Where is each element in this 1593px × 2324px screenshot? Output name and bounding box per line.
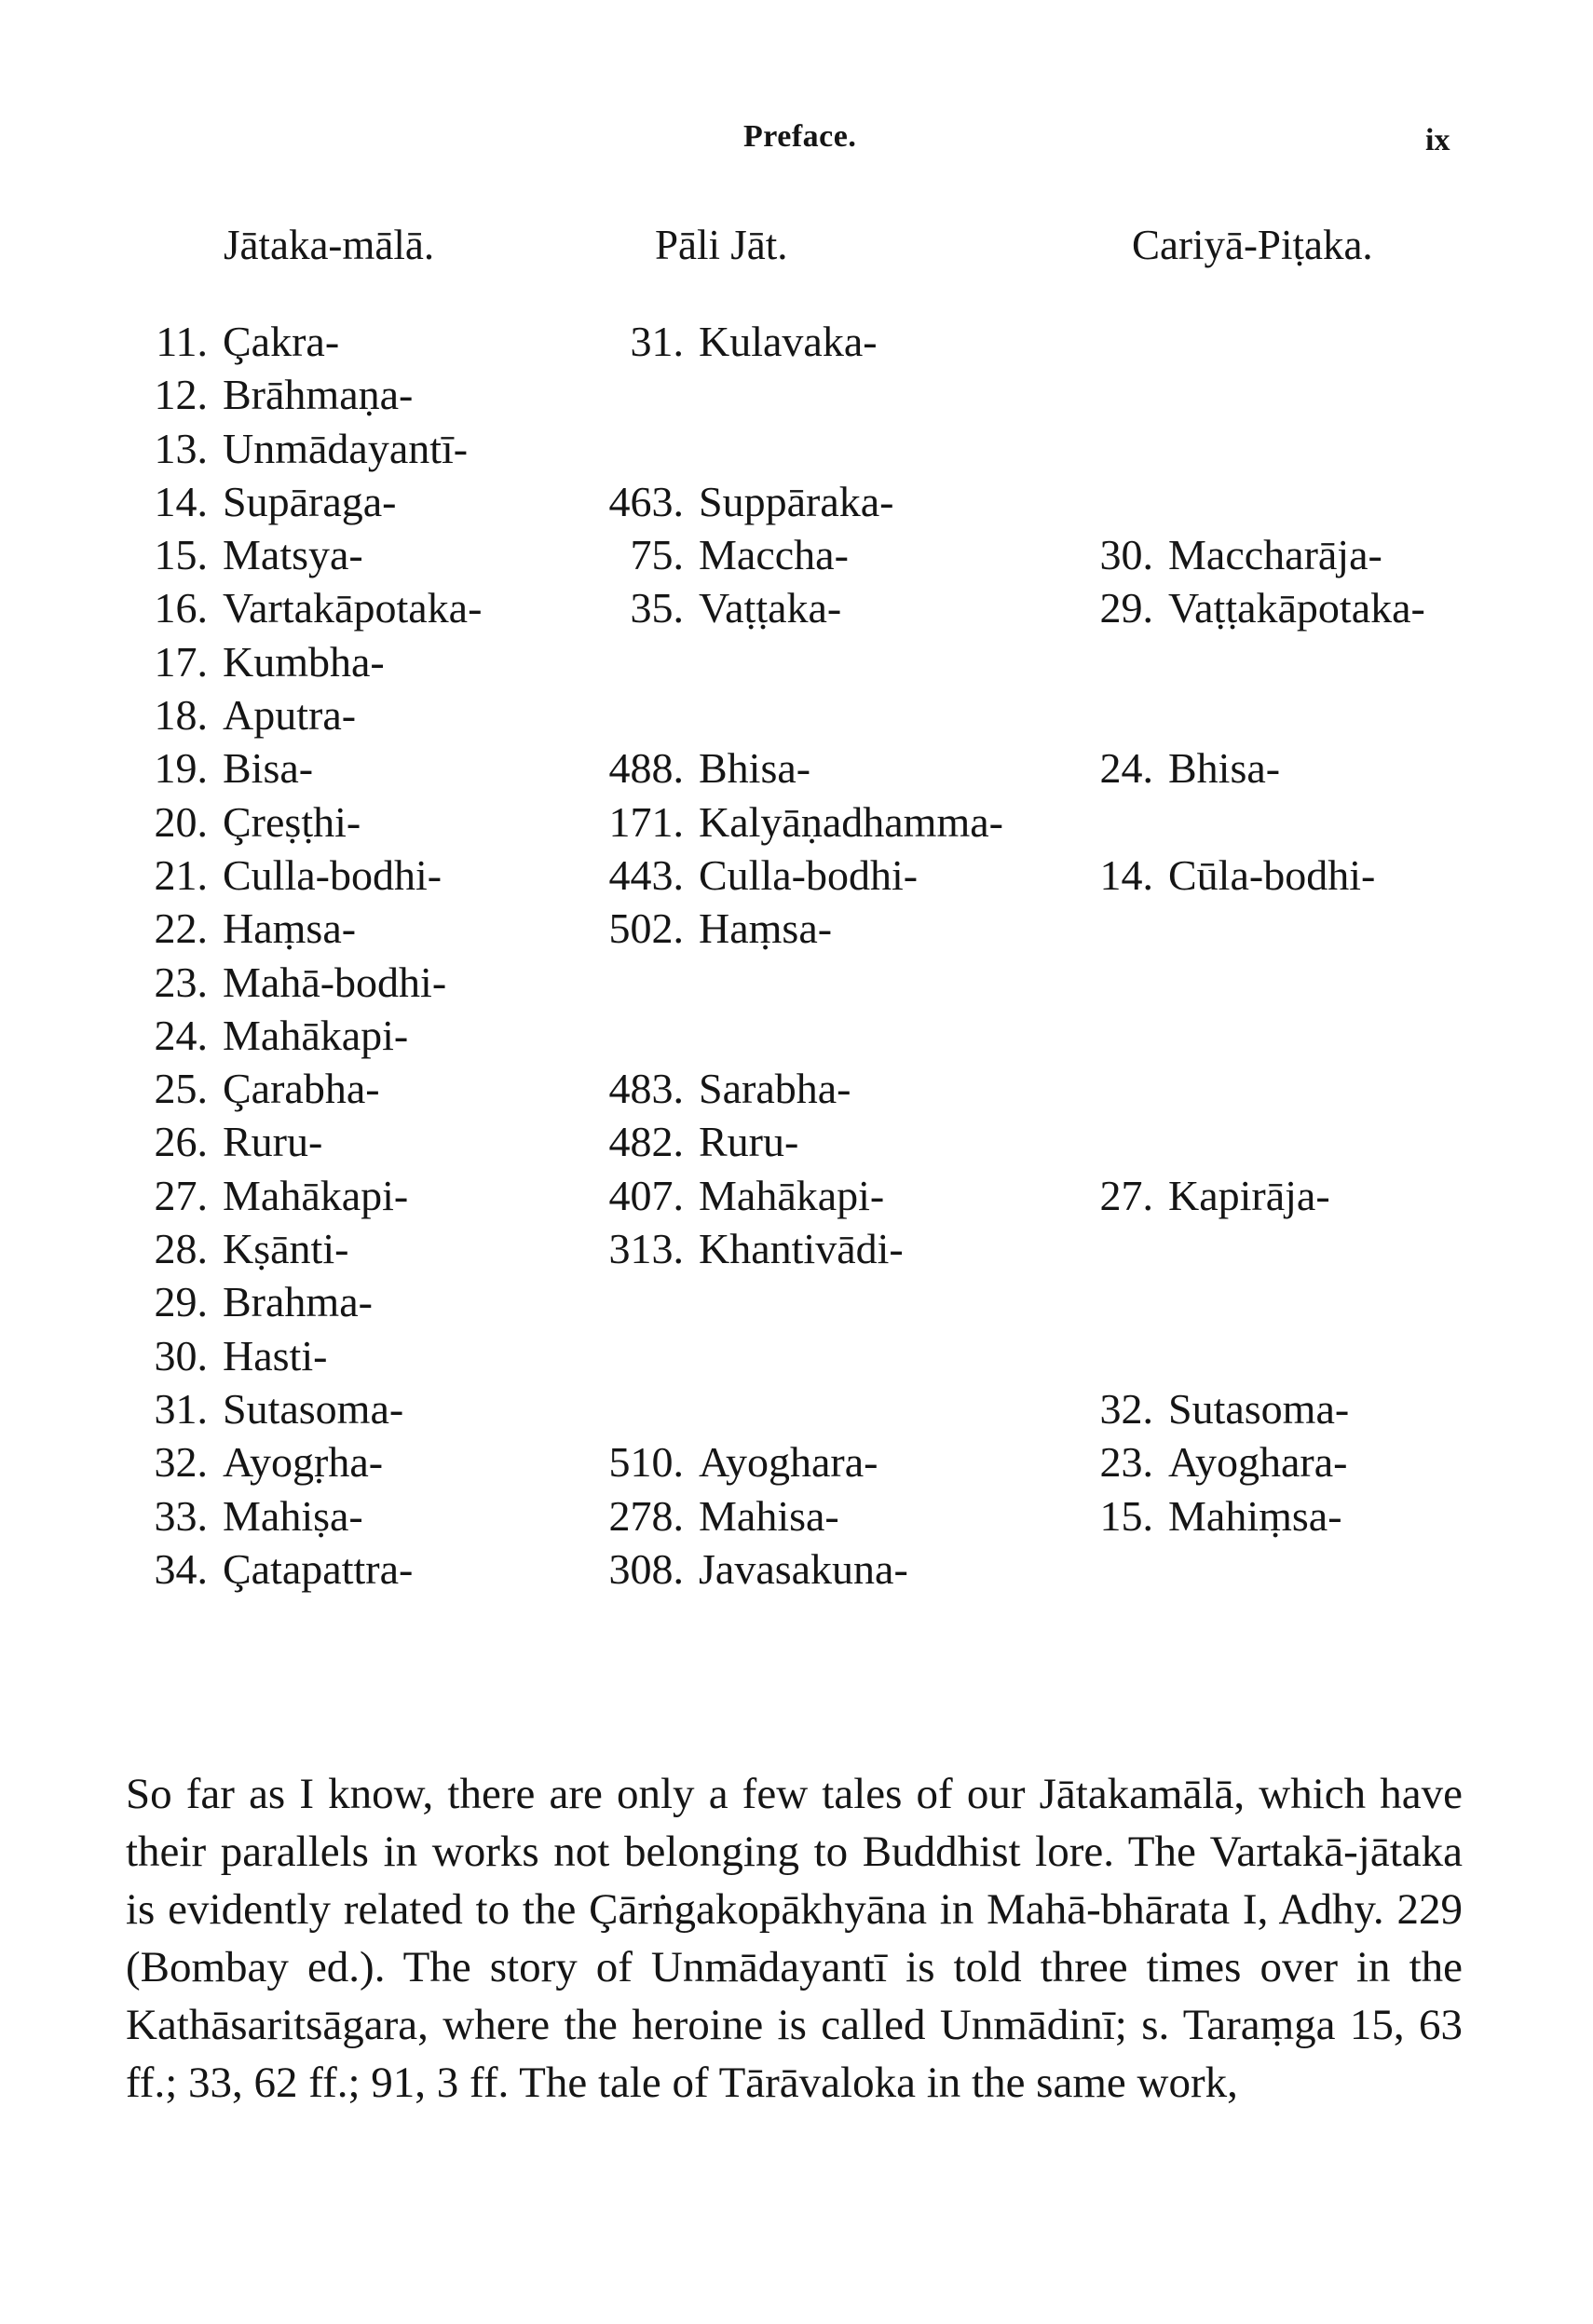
table-row [0,581,1593,634]
entry-number: 488. [608,744,684,793]
table-row [0,688,1593,741]
cell-pali-jataka [583,528,849,581]
entry-number: 308. [608,1544,684,1593]
entry-number: 26. [154,1118,208,1166]
table-row [0,528,1593,581]
entry-number: 24. [1099,744,1153,793]
table-row [0,902,1593,955]
entry-name: Kumbha- [223,637,385,686]
table-row [0,956,1593,1009]
table-row [0,741,1593,795]
cell-pali-jataka [583,1115,798,1168]
table-row [0,1329,1593,1382]
cell-pali-jataka [583,956,699,1009]
cell-jataka-mala [126,1009,408,1062]
entry-name: Mahākapi- [699,1171,885,1219]
entry-name: Ayoghara- [699,1438,878,1487]
entry-name: Vaṭṭaka- [699,584,842,632]
entry-number: 35. [630,584,684,632]
cell-jataka-mala [126,688,356,741]
entry-number: 12. [154,371,208,419]
cell-pali-jataka [583,368,699,421]
cell-pali-jataka [583,1543,908,1596]
entry-number: 15. [154,531,208,579]
entry-name: Brahma- [223,1278,373,1326]
cell-jataka-mala [126,581,482,634]
entry-name: Brāhmaṇa- [223,371,414,419]
table-row [0,1275,1593,1328]
entry-number: 502. [608,904,684,953]
entry-name: Unmādayantī- [223,424,469,472]
cell-jataka-mala [126,475,396,528]
table-row [0,475,1593,528]
entry-number: 443. [608,850,684,899]
page-number: ix [1425,123,1450,157]
entry-number: 23. [1099,1438,1153,1487]
cell-cariya-pitaka [1079,528,1382,581]
entry-number: 27. [154,1171,208,1219]
entry-name: Aputra- [223,691,357,740]
entry-name: Kapirāja- [1168,1171,1330,1219]
cell-jataka-mala [126,1382,403,1435]
entry-number: 23. [154,958,208,1006]
cell-jataka-mala [126,1275,373,1328]
cell-pali-jataka [583,795,1003,849]
cell-jataka-mala [126,1489,363,1543]
entry-number: 28. [154,1225,208,1273]
entry-name: Maccha- [699,531,849,579]
cell-jataka-mala [126,528,363,581]
entry-name: Mahā-bodhi- [223,958,447,1006]
entry-name: Khantivādi- [699,1225,904,1273]
cell-pali-jataka [583,1382,699,1435]
entry-number: 31. [154,1384,208,1433]
cell-jataka-mala [126,1329,327,1382]
entry-name: Mahākapi- [223,1011,409,1059]
cell-pali-jataka [583,422,699,475]
cell-cariya-pitaka [1079,1543,1168,1596]
cell-jataka-mala [126,1062,380,1115]
entry-name: Bhisa- [1168,744,1281,793]
cell-cariya-pitaka [1079,1275,1168,1328]
cell-cariya-pitaka [1079,635,1168,688]
cell-cariya-pitaka [1079,368,1168,421]
cell-jataka-mala [126,849,442,902]
entry-number: 33. [154,1491,208,1540]
entry-name: Mahākapi- [223,1171,409,1219]
entry-number: 30. [154,1331,208,1379]
column-header-cariya-pitaka: Cariyā-Piṭaka. [1132,222,1373,268]
entry-name: Suppāraka- [699,477,894,525]
entry-number: 171. [608,797,684,846]
entry-number: 34. [154,1544,208,1593]
entry-number: 19. [154,744,208,793]
entry-number: 16. [154,584,208,632]
entry-name: Bhisa- [699,744,811,793]
cell-jataka-mala [126,1543,413,1596]
table-row [0,635,1593,688]
entry-name: Çakra- [223,318,340,365]
cell-cariya-pitaka [1079,1435,1347,1488]
entry-number: 17. [154,637,208,686]
cell-pali-jataka [583,1222,904,1275]
entry-number: 313. [608,1225,684,1273]
cell-cariya-pitaka [1079,688,1168,741]
entry-name: Çreṣṭhi- [223,797,361,846]
entry-number: 29. [1099,584,1153,632]
table-row [0,1543,1593,1596]
cell-jataka-mala [126,902,356,955]
entry-name: Ayoghara- [1168,1438,1348,1487]
concordance-table [0,315,1593,1596]
entry-name: Maccharāja- [1168,531,1382,579]
cell-cariya-pitaka [1079,795,1168,849]
cell-pali-jataka [583,1435,878,1488]
cell-jataka-mala [126,315,339,368]
cell-cariya-pitaka [1079,581,1425,634]
entry-name: Ruru- [699,1118,799,1166]
entry-name: Haṃsa- [699,904,833,953]
entry-number: 32. [1099,1384,1153,1433]
running-head: Preface. [743,119,857,154]
entry-name: Kulavaka- [699,318,878,365]
cell-cariya-pitaka [1079,1222,1168,1275]
entry-number: 510. [608,1438,684,1487]
table-row [0,795,1593,849]
cell-pali-jataka [583,902,832,955]
entry-name: Ruru- [223,1118,323,1166]
column-header-jataka-mala: Jātaka-mālā. [224,222,435,268]
cell-pali-jataka [583,1329,699,1382]
body-paragraph: So far as I know, there are only a few tales of our Jātakamālā, which have their parallels in works not belonging to Buddhist lore. The Vartakā-jātaka is evidently related to the Çārṅgakopākhyāna in Mahā-bhārata I, Adhy. 229 (Bombay ed.). The story of Unmādayantī is told three times over in the Kathāsaritsāgara, where the heroine is called Unmādinī; s. Taraṃga 15, 63 ff.; 33, 62 ff.; 91, 3 ff. The tale of Tārāvaloka in the same work, [126,1770,1463,2107]
cell-cariya-pitaka [1079,1062,1168,1115]
cell-cariya-pitaka [1079,1169,1330,1222]
cell-pali-jataka [583,581,841,634]
entry-name: Kalyāṇadhamma- [699,797,1003,846]
entry-number: 278. [608,1491,684,1540]
cell-pali-jataka [583,1169,884,1222]
entry-number: 22. [154,904,208,953]
table-row [0,1062,1593,1115]
table-row [0,849,1593,902]
entry-name: Bisa- [223,744,314,793]
cell-pali-jataka [583,315,878,368]
cell-cariya-pitaka [1079,422,1168,475]
entry-name: Vaṭṭakāpotaka- [1168,584,1425,632]
cell-pali-jataka [583,1009,699,1062]
cell-jataka-mala [126,741,313,795]
table-row [0,1382,1593,1435]
entry-name: Hasti- [223,1331,328,1379]
entry-name: Mahisa- [699,1491,839,1540]
cell-pali-jataka [583,1062,851,1115]
cell-pali-jataka [583,635,699,688]
entry-number: 30. [1099,531,1153,579]
table-row [0,1115,1593,1168]
entry-name: Sarabha- [699,1065,851,1113]
cell-pali-jataka [583,1275,699,1328]
table-row [0,1009,1593,1062]
entry-number: 27. [1099,1171,1153,1219]
table-row [0,368,1593,421]
entry-name: Matsya- [223,531,363,579]
entry-name: Vartakāpotaka- [223,584,483,632]
entry-number: 29. [154,1278,208,1326]
entry-number: 463. [608,477,684,525]
cell-jataka-mala [126,1435,383,1488]
entry-number: 75. [630,531,684,579]
table-row [0,1169,1593,1222]
cell-jataka-mala [126,635,385,688]
cell-jataka-mala [126,1222,348,1275]
entry-name: Sutasoma- [1168,1384,1350,1433]
cell-jataka-mala [126,368,413,421]
cell-jataka-mala [126,1115,322,1168]
entry-number: 14. [154,477,208,525]
entry-number: 21. [154,850,208,899]
entry-name: Çarabha- [223,1065,380,1113]
entry-number: 14. [1099,850,1153,899]
cell-jataka-mala [126,956,446,1009]
cell-cariya-pitaka [1079,1489,1342,1543]
entry-name: Mahiṃsa- [1168,1491,1342,1540]
entry-number: 31. [630,318,684,365]
entry-number: 407. [608,1171,684,1219]
cell-jataka-mala [126,1169,408,1222]
entry-name: Culla-bodhi- [699,850,919,899]
table-row [0,422,1593,475]
entry-number: 18. [154,691,208,740]
entry-number: 11. [156,318,208,365]
cell-cariya-pitaka [1079,741,1280,795]
entry-number: 25. [154,1065,208,1113]
entry-number: 20. [154,797,208,846]
entry-number: 483. [608,1065,684,1113]
cell-pali-jataka [583,688,699,741]
cell-cariya-pitaka [1079,1382,1349,1435]
cell-pali-jataka [583,1489,839,1543]
entry-name: Kṣānti- [223,1225,349,1273]
entry-name: Supāraga- [223,477,397,525]
entry-number: 15. [1099,1491,1153,1540]
table-row [0,1435,1593,1488]
cell-cariya-pitaka [1079,956,1168,1009]
entry-number: 24. [154,1011,208,1059]
table-row [0,315,1593,368]
cell-jataka-mala [126,422,468,475]
entry-number: 482. [608,1118,684,1166]
entry-name: Cūla-bodhi- [1168,850,1376,899]
table-row [0,1489,1593,1543]
cell-pali-jataka [583,741,810,795]
cell-pali-jataka [583,475,893,528]
table-row [0,1222,1593,1275]
entry-name: Culla-bodhi- [223,850,442,899]
cell-cariya-pitaka [1079,902,1168,955]
cell-pali-jataka [583,849,918,902]
entry-number: 13. [154,424,208,472]
cell-cariya-pitaka [1079,1329,1168,1382]
entry-name: Haṃsa- [223,904,357,953]
cell-cariya-pitaka [1079,475,1168,528]
entry-name: Çatapattra- [223,1544,414,1593]
entry-name: Sutasoma- [223,1384,404,1433]
entry-name: Mahiṣa- [223,1491,363,1540]
cell-cariya-pitaka [1079,1115,1168,1168]
cell-cariya-pitaka [1079,849,1375,902]
column-header-pali-jataka: Pāli Jāt. [655,222,788,268]
cell-jataka-mala [126,795,361,849]
cell-cariya-pitaka [1079,315,1168,368]
entry-number: 32. [154,1438,208,1487]
entry-name: Javasakuna- [699,1544,908,1593]
entry-name: Ayogṛha- [223,1438,384,1487]
cell-cariya-pitaka [1079,1009,1168,1062]
